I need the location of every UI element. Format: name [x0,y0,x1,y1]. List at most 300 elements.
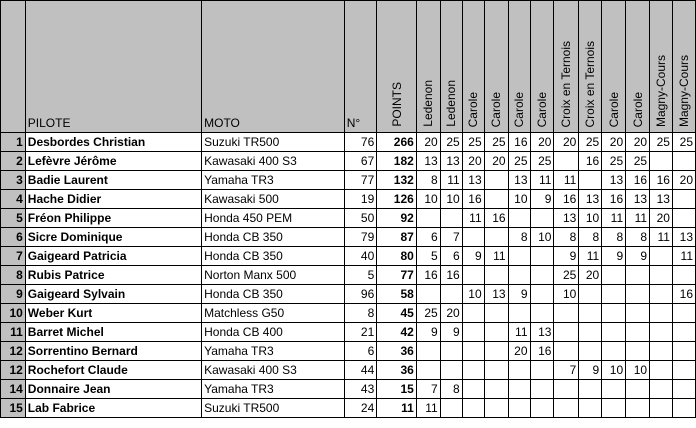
points-cell[interactable]: 132 [377,171,417,190]
score-cell[interactable] [672,304,695,323]
score-cell[interactable] [416,285,440,304]
score-cell[interactable] [416,342,440,361]
rank-cell[interactable]: 11 [1,323,26,342]
score-cell[interactable]: 7 [440,228,462,247]
score-cell[interactable] [554,323,579,342]
numero-cell[interactable]: 8 [344,304,377,323]
score-cell[interactable]: 9 [626,247,650,266]
score-cell[interactable] [554,342,579,361]
pilote-cell[interactable]: Lab Fabrice [25,399,201,418]
score-cell[interactable]: 20 [579,266,602,285]
points-cell[interactable]: 11 [377,399,417,418]
score-cell[interactable] [484,323,508,342]
score-cell[interactable]: 8 [554,228,579,247]
score-cell[interactable] [462,361,484,380]
score-cell[interactable] [626,285,650,304]
score-cell[interactable]: 13 [462,171,484,190]
numero-cell[interactable]: 44 [344,361,377,380]
race-header-label: Carole [512,91,527,127]
score-cell[interactable] [462,380,484,399]
points-header[interactable] [377,1,417,133]
score-cell[interactable] [462,228,484,247]
score-cell[interactable]: 9 [416,323,440,342]
points-cell[interactable]: 15 [377,380,417,399]
score-cell[interactable] [462,266,484,285]
score-cell[interactable]: 25 [602,152,626,171]
score-cell[interactable] [530,285,554,304]
score-cell[interactable]: 9 [554,247,579,266]
rank-cell[interactable]: 12 [1,342,26,361]
moto-cell[interactable]: Norton Manx 500 [202,266,345,285]
rank-cell[interactable]: 4 [1,190,26,209]
score-cell[interactable]: 9 [579,361,602,380]
score-cell[interactable]: 25 [626,152,650,171]
score-cell[interactable]: 9 [530,190,554,209]
score-cell[interactable]: 5 [416,247,440,266]
points-cell[interactable]: 58 [377,285,417,304]
points-cell[interactable]: 266 [377,133,417,152]
score-cell[interactable] [530,304,554,323]
score-cell[interactable] [508,247,530,266]
moto-cell[interactable]: Honda CB 400 [202,323,345,342]
score-cell[interactable] [508,209,530,228]
score-cell[interactable] [484,399,508,418]
score-cell[interactable]: 20 [554,133,579,152]
pilote-cell[interactable]: Donnaire Jean [25,380,201,399]
score-cell[interactable]: 9 [462,247,484,266]
numero-cell[interactable]: 67 [344,152,377,171]
score-cell[interactable]: 25 [484,133,508,152]
score-cell[interactable] [672,209,695,228]
race-header[interactable] [554,1,579,133]
table-row [1,399,696,418]
numero-header[interactable]: N° [344,1,377,133]
score-cell[interactable] [440,399,462,418]
pilote-header[interactable]: PILOTE [25,1,201,133]
pilote-cell[interactable]: Fréon Philippe [25,209,201,228]
pilote-cell[interactable]: Gaigeard Sylvain [25,285,201,304]
score-cell[interactable]: 25 [650,133,673,152]
score-cell[interactable]: 13 [508,171,530,190]
points-cell[interactable]: 182 [377,152,417,171]
pilote-cell[interactable]: Lefèvre Jérôme [25,152,201,171]
score-cell[interactable]: 11 [508,323,530,342]
rank-cell[interactable]: 2 [1,152,26,171]
moto-cell[interactable]: Suzuki TR500 [202,133,345,152]
score-cell[interactable] [626,342,650,361]
score-cell[interactable] [416,209,440,228]
race-header-label: Carole [630,91,645,127]
score-cell[interactable]: 11 [579,247,602,266]
score-cell[interactable]: 20 [650,209,673,228]
pilote-cell[interactable]: Sorrentino Bernard [25,342,201,361]
score-cell[interactable] [530,399,554,418]
score-cell[interactable] [672,152,695,171]
points-cell[interactable]: 77 [377,266,417,285]
score-cell[interactable] [508,399,530,418]
score-cell[interactable]: 16 [650,171,673,190]
points-header-label: POINTS [389,82,404,127]
table-row [1,380,696,399]
score-cell[interactable]: 10 [416,190,440,209]
score-cell[interactable]: 10 [462,285,484,304]
score-cell[interactable] [484,266,508,285]
score-cell[interactable] [484,342,508,361]
score-cell[interactable] [440,361,462,380]
rank-cell[interactable]: 8 [1,266,26,285]
score-cell[interactable] [462,342,484,361]
score-cell[interactable] [650,342,673,361]
rank-cell[interactable]: 10 [1,304,26,323]
race-header-label: Ledenon [421,80,436,127]
score-cell[interactable]: 11 [626,209,650,228]
score-cell[interactable]: 13 [416,152,440,171]
score-cell[interactable]: 10 [554,285,579,304]
score-cell[interactable] [579,323,602,342]
pilote-cell[interactable]: Barret Michel [25,323,201,342]
score-cell[interactable]: 11 [462,209,484,228]
score-cell[interactable]: 11 [554,171,579,190]
score-cell[interactable]: 25 [530,152,554,171]
numero-cell[interactable]: 40 [344,247,377,266]
score-cell[interactable] [650,152,673,171]
score-cell[interactable]: 9 [440,323,462,342]
rank-cell[interactable]: 6 [1,228,26,247]
pilote-cell[interactable]: Rochefort Claude [25,361,201,380]
rank-header [1,1,26,133]
score-cell[interactable]: 11 [440,171,462,190]
score-cell[interactable]: 20 [462,152,484,171]
race-header[interactable] [416,1,440,133]
score-cell[interactable]: 25 [462,133,484,152]
rank-cell[interactable]: 1 [1,133,26,152]
score-cell[interactable] [554,399,579,418]
score-cell[interactable] [554,380,579,399]
table-row [1,171,696,190]
rank-cell[interactable]: 9 [1,285,26,304]
score-cell[interactable] [579,304,602,323]
score-cell[interactable] [650,285,673,304]
moto-cell[interactable]: Honda CB 350 [202,228,345,247]
score-cell[interactable]: 20 [530,133,554,152]
score-cell[interactable] [440,342,462,361]
moto-cell[interactable]: Yamaha TR3 [202,380,345,399]
score-cell[interactable]: 16 [462,190,484,209]
score-cell[interactable] [462,304,484,323]
score-cell[interactable] [602,342,626,361]
numero-cell[interactable]: 21 [344,323,377,342]
score-cell[interactable]: 6 [440,247,462,266]
score-cell[interactable] [626,304,650,323]
moto-cell[interactable]: Kawasaki 400 S3 [202,152,345,171]
score-cell[interactable]: 6 [416,228,440,247]
score-cell[interactable] [626,266,650,285]
points-cell[interactable]: 92 [377,209,417,228]
score-cell[interactable]: 16 [440,266,462,285]
race-header[interactable] [484,1,508,133]
race-header[interactable] [508,1,530,133]
score-cell[interactable] [602,304,626,323]
race-header[interactable] [626,1,650,133]
score-cell[interactable]: 8 [440,380,462,399]
score-cell[interactable]: 8 [579,228,602,247]
score-cell[interactable] [579,342,602,361]
score-cell[interactable] [650,247,673,266]
race-header-label: Carole [466,91,481,127]
score-cell[interactable]: 8 [626,228,650,247]
pilote-cell[interactable]: Desbordes Christian [25,133,201,152]
points-cell[interactable]: 36 [377,342,417,361]
score-cell[interactable]: 10 [626,361,650,380]
header-row [1,1,696,133]
race-header[interactable] [672,1,695,133]
score-cell[interactable] [602,266,626,285]
score-cell[interactable] [650,399,673,418]
score-cell[interactable] [650,266,673,285]
numero-cell[interactable]: 19 [344,190,377,209]
score-cell[interactable]: 11 [484,247,508,266]
moto-header[interactable]: MOTO [202,1,345,133]
score-cell[interactable] [462,323,484,342]
race-header-label: Magny-Cours [676,54,691,127]
table-row [1,285,696,304]
score-cell[interactable]: 13 [650,190,673,209]
score-cell[interactable]: 11 [672,247,695,266]
race-header-label: Carole [489,91,504,127]
score-cell[interactable]: 9 [508,285,530,304]
score-cell[interactable] [462,399,484,418]
race-header[interactable] [650,1,673,133]
score-cell[interactable]: 11 [650,228,673,247]
race-header[interactable] [462,1,484,133]
score-cell[interactable]: 8 [508,228,530,247]
score-cell[interactable] [602,380,626,399]
score-cell[interactable] [672,266,695,285]
score-cell[interactable] [650,380,673,399]
table-row [1,152,696,171]
score-cell[interactable]: 16 [508,133,530,152]
score-cell[interactable]: 10 [579,209,602,228]
score-cell[interactable]: 25 [554,266,579,285]
numero-cell[interactable]: 76 [344,133,377,152]
score-cell[interactable] [579,285,602,304]
table-row [1,209,696,228]
rank-cell[interactable]: 15 [1,399,26,418]
score-cell[interactable] [579,171,602,190]
score-cell[interactable] [672,323,695,342]
score-cell[interactable]: 7 [416,380,440,399]
score-cell[interactable]: 20 [508,342,530,361]
score-cell[interactable] [672,361,695,380]
pilote-cell[interactable]: Hache Didier [25,190,201,209]
score-cell[interactable] [554,304,579,323]
pilote-cell[interactable]: Sicre Dominique [25,228,201,247]
race-header[interactable] [602,1,626,133]
score-cell[interactable] [650,361,673,380]
score-cell[interactable]: 25 [440,133,462,152]
score-cell[interactable] [508,266,530,285]
score-cell[interactable] [626,380,650,399]
points-cell[interactable]: 126 [377,190,417,209]
score-cell[interactable]: 16 [554,190,579,209]
numero-cell[interactable]: 79 [344,228,377,247]
score-cell[interactable] [672,190,695,209]
score-cell[interactable]: 25 [508,152,530,171]
score-cell[interactable] [579,399,602,418]
score-cell[interactable]: 11 [602,209,626,228]
score-cell[interactable]: 13 [554,209,579,228]
score-cell[interactable]: 11 [530,171,554,190]
score-cell[interactable]: 13 [672,228,695,247]
score-cell[interactable]: 13 [440,152,462,171]
score-cell[interactable] [602,285,626,304]
score-cell[interactable] [672,342,695,361]
table-row [1,361,696,380]
pilote-cell[interactable]: Rubis Patrice [25,266,201,285]
score-cell[interactable]: 20 [672,171,695,190]
race-header[interactable] [440,1,462,133]
moto-cell[interactable]: Suzuki TR500 [202,399,345,418]
table-row [1,190,696,209]
score-cell[interactable] [579,380,602,399]
score-cell[interactable] [672,380,695,399]
score-cell[interactable]: 8 [416,171,440,190]
score-cell[interactable] [484,361,508,380]
score-cell[interactable] [530,361,554,380]
numero-cell[interactable]: 5 [344,266,377,285]
moto-cell[interactable]: Honda CB 350 [202,285,345,304]
score-cell[interactable]: 10 [530,228,554,247]
score-cell[interactable] [530,380,554,399]
score-cell[interactable]: 8 [602,228,626,247]
score-cell[interactable] [508,304,530,323]
rank-cell[interactable]: 7 [1,247,26,266]
score-cell[interactable]: 13 [602,171,626,190]
score-cell[interactable]: 13 [530,323,554,342]
score-cell[interactable] [440,285,462,304]
score-cell[interactable]: 16 [579,152,602,171]
score-cell[interactable]: 25 [579,133,602,152]
numero-cell[interactable]: 50 [344,209,377,228]
score-cell[interactable]: 16 [530,342,554,361]
points-cell[interactable]: 87 [377,228,417,247]
score-cell[interactable]: 10 [440,190,462,209]
race-header-label: Carole [534,91,549,127]
score-cell[interactable]: 25 [416,304,440,323]
score-cell[interactable]: 16 [416,266,440,285]
race-header-label: Carole [606,91,621,127]
moto-cell[interactable]: Yamaha TR3 [202,342,345,361]
pilote-cell[interactable]: Weber Kurt [25,304,201,323]
table-row [1,323,696,342]
numero-cell[interactable]: 6 [344,342,377,361]
score-cell[interactable]: 25 [672,133,695,152]
points-cell[interactable]: 42 [377,323,417,342]
score-cell[interactable]: 20 [440,304,462,323]
score-cell[interactable] [484,380,508,399]
score-cell[interactable] [626,323,650,342]
rank-cell[interactable]: 5 [1,209,26,228]
race-header-label: Croix en Ternois [559,40,574,127]
score-cell[interactable] [484,190,508,209]
score-cell[interactable]: 13 [484,285,508,304]
points-cell[interactable]: 36 [377,361,417,380]
score-cell[interactable] [484,171,508,190]
score-cell[interactable] [650,304,673,323]
score-cell[interactable] [672,399,695,418]
score-cell[interactable]: 20 [416,133,440,152]
numero-cell[interactable]: 43 [344,380,377,399]
table-row [1,247,696,266]
numero-cell[interactable]: 24 [344,399,377,418]
score-cell[interactable] [626,399,650,418]
points-cell[interactable]: 45 [377,304,417,323]
moto-cell[interactable]: Honda 450 PEM [202,209,345,228]
score-cell[interactable] [602,399,626,418]
score-cell[interactable] [440,209,462,228]
rank-cell[interactable]: 12 [1,361,26,380]
table-row [1,266,696,285]
score-cell[interactable]: 20 [626,133,650,152]
moto-cell[interactable]: Matchless G50 [202,304,345,323]
score-cell[interactable] [530,247,554,266]
score-cell[interactable] [602,323,626,342]
table-row [1,133,696,152]
score-cell[interactable]: 10 [602,361,626,380]
score-cell[interactable] [484,304,508,323]
score-cell[interactable]: 13 [626,190,650,209]
score-cell[interactable]: 11 [416,399,440,418]
score-cell[interactable] [530,209,554,228]
moto-cell[interactable]: Honda CB 350 [202,247,345,266]
score-cell[interactable]: 16 [626,171,650,190]
pilote-cell[interactable]: Gaigeard Patricia [25,247,201,266]
score-cell[interactable] [650,323,673,342]
race-header[interactable] [579,1,602,133]
rank-cell[interactable]: 14 [1,380,26,399]
race-header-label: Magny-Cours [654,54,669,127]
score-cell[interactable]: 9 [602,247,626,266]
score-cell[interactable] [508,380,530,399]
score-cell[interactable] [554,152,579,171]
score-cell[interactable]: 20 [484,152,508,171]
moto-cell[interactable]: Kawasaki 500 [202,190,345,209]
numero-cell[interactable]: 96 [344,285,377,304]
score-cell[interactable] [508,361,530,380]
numero-cell[interactable]: 77 [344,171,377,190]
pilote-cell[interactable]: Badie Laurent [25,171,201,190]
race-header-label: Ledenon [444,80,459,127]
table-row [1,304,696,323]
score-cell[interactable]: 20 [602,133,626,152]
race-header[interactable] [530,1,554,133]
score-cell[interactable]: 10 [508,190,530,209]
score-cell[interactable]: 16 [602,190,626,209]
moto-cell[interactable]: Yamaha TR3 [202,171,345,190]
score-cell[interactable]: 16 [484,209,508,228]
score-cell[interactable]: 7 [554,361,579,380]
rank-cell[interactable]: 3 [1,171,26,190]
score-cell[interactable]: 16 [672,285,695,304]
table-row [1,228,696,247]
moto-cell[interactable]: Kawasaki 400 S3 [202,361,345,380]
score-cell[interactable] [484,228,508,247]
score-cell[interactable] [416,361,440,380]
score-cell[interactable]: 13 [579,190,602,209]
race-header-label: Croix en Ternois [583,40,598,127]
score-cell[interactable] [530,266,554,285]
points-cell[interactable]: 80 [377,247,417,266]
